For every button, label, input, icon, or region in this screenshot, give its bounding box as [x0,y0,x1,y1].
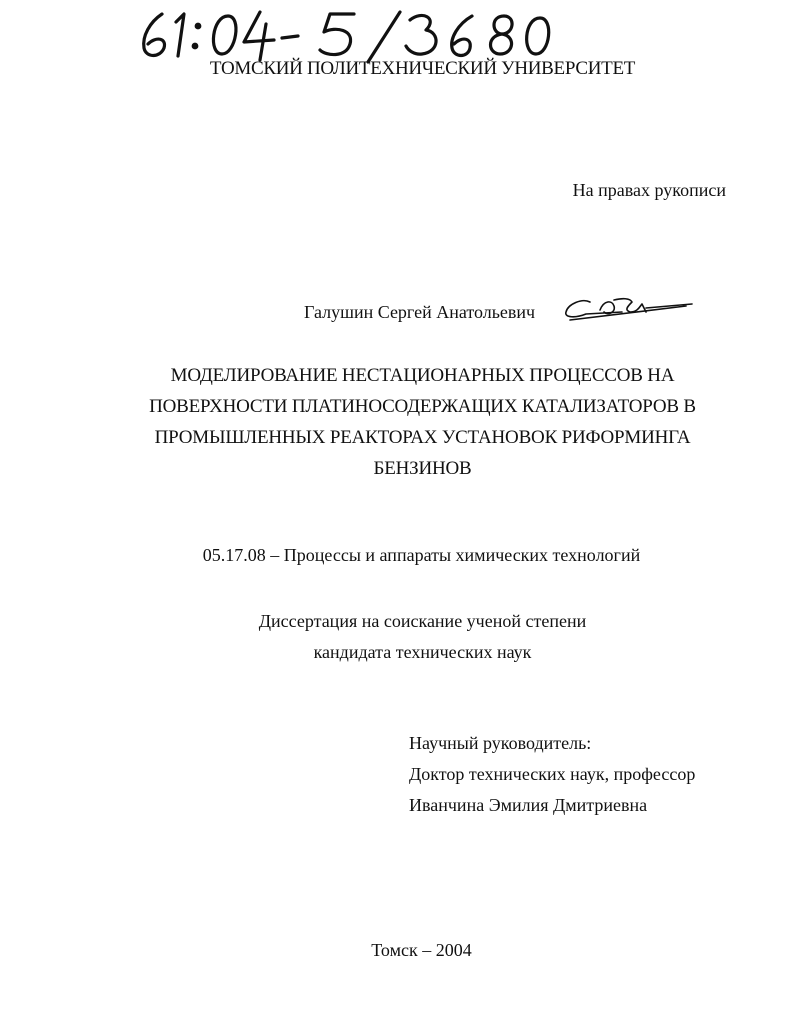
author-name: Галушин Сергей Анатольевич [304,302,536,322]
degree-line: Диссертация на соискание ученой степени [258,611,587,631]
handwritten-catalog-number [132,8,562,64]
degree-line: кандидата технических наук [313,642,532,662]
manuscript-rights-note: На правах рукописи [572,180,726,200]
specialty-code: 05.17.08 – Процессы и аппараты химических технологий [202,545,641,565]
supervisor-name: Иванчина Эмилия Дмитриевна [409,795,648,815]
author-signature [560,290,695,328]
university-name: ТОМСКИЙ ПОЛИТЕХНИЧЕСКИЙ УНИВЕРСИТЕТ [209,58,636,79]
title-line: ПРОМЫШЛЕННЫХ РЕАКТОРАХ УСТАНОВОК РИФОРМИНГА [154,427,691,448]
supervisor-rank: Доктор технических наук, профессор [409,764,696,784]
title-line: МОДЕЛИРОВАНИЕ НЕСТАЦИОНАРНЫХ ПРОЦЕССОВ НА [170,365,675,386]
supervisor-block [409,728,695,821]
title-line: БЕНЗИНОВ [373,458,472,479]
supervisor-label: Научный руководитель: [409,733,592,753]
degree-statement [0,606,793,668]
dissertation-title [60,360,785,484]
city-year: Томск – 2004 [371,940,472,960]
title-line: ПОВЕРХНОСТИ ПЛАТИНОСОДЕРЖАЩИХ КАТАЛИЗАТОРОВ В [149,396,696,417]
